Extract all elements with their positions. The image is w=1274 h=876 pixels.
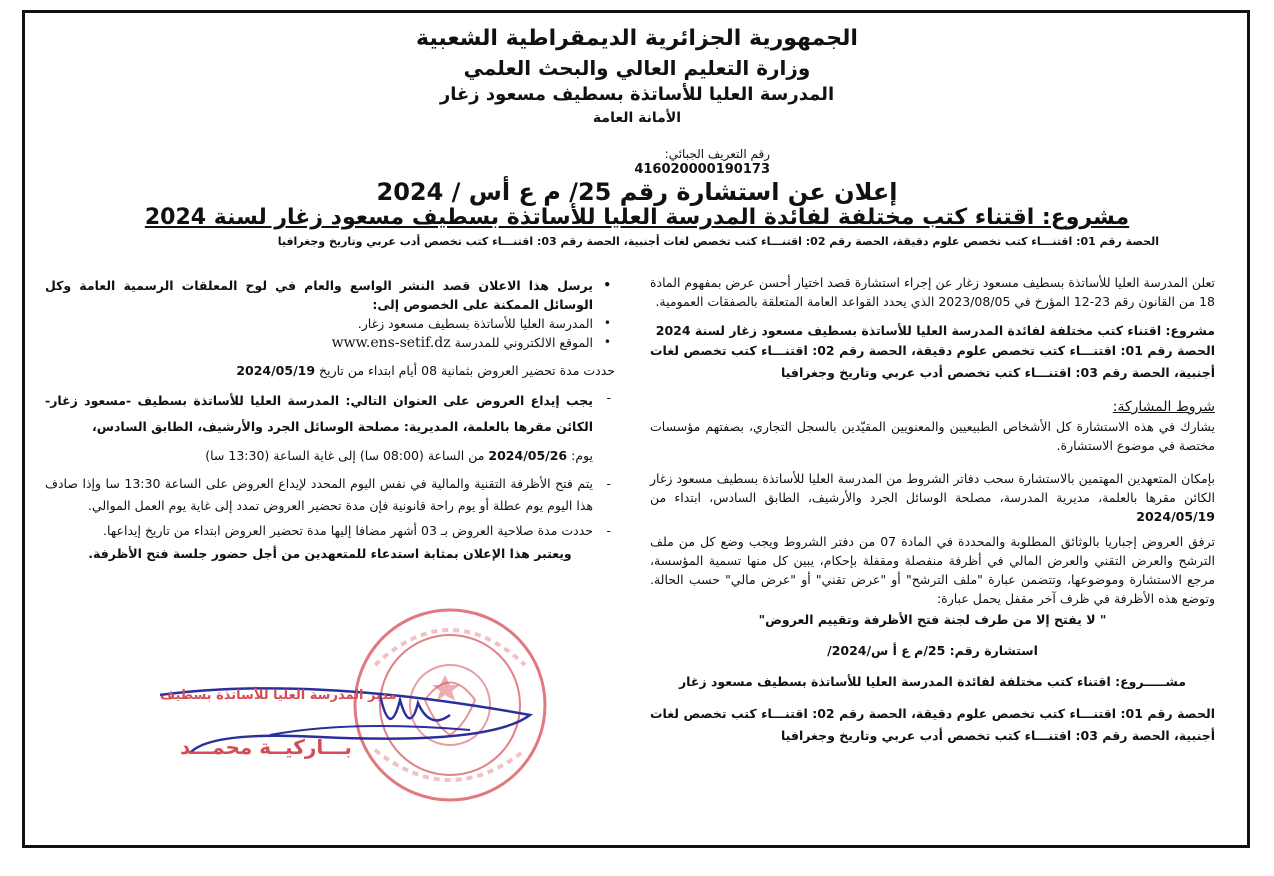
- lots-repeat: الحصة رقم 01: اقتنـــاء كتب تخصص علوم دقيقة، الحصة رقم 02: اقتنـــاء كتب تخصص لغات أجنبية، الحصة رقم 03: اقتنـــاء كتب تخصص أدب عربي وتاريخ وجغرافيا: [650, 706, 1215, 743]
- deposit-date-line: [45, 446, 593, 465]
- website-url: www.ens-setif.dz: [331, 335, 451, 351]
- tax-id: [470, 146, 770, 178]
- republic-title: الجمهورية الجزائرية الديمقراطية الشعبية: [416, 26, 858, 51]
- project-paragraph: مشروع: اقتناء كتب مختلفة لفائدة المدرسة العليا للأساتذة بسطيف مسعود زغار لسنة 2024: [655, 323, 1215, 338]
- signature-name: بـــاركيــة محمـــد: [180, 735, 352, 759]
- conditions-paragraph: يشارك في هذه الاستشارة كل الأشخاص الطبيعيين والمعنويين المقيّدين بالسجل التجاري، بصفتهم مؤسسات مختصة في موضوع الاستشارة.: [650, 419, 1215, 453]
- general-secretariat: الأمانة العامة: [592, 110, 682, 126]
- project-repeat: مشـــــروع: اقتناء كتب مختلفة لفائدة المدرسة العليا للأساتذة بسطيف مسعود زغار: [678, 674, 1186, 689]
- duration-text: حددت مدة تحضير العروض بثمانية 08 أيام ابتداء من تاريخ: [319, 363, 615, 378]
- signature-title: مدير المدرسة العليا للأساتذة بسطيف: [160, 688, 397, 703]
- right-column: [650, 273, 1215, 747]
- publish-target-school: • المدرسة العليا للأساتذة بسطيف مسعود زغار.: [45, 314, 593, 333]
- lots-line: الحصة رقم 01: اقتنـــاء كتب تخصص علوم دقيقة، الحصة رقم 02: اقتنـــاء كتب تخصص لغات أجنبية، الحصة رقم 03: اقتنـــاء كتب تخصص أدب عربي وتاريخ وجغرافيا: [277, 235, 1159, 248]
- deposit-item: [45, 388, 593, 465]
- offers-paragraph: ترفق العروض إجباريا بالوثائق المطلوبة والمحددة في المادة 07 من دفتر الشروط ويجب وضع كل من ملف الترشح والعرض التقني والعرض المالي في أظرفة منفصلة ومقفلة بإحكام، يبين كل منها تسمية المؤسسة، مرجع الاستشارة وموضوعها، وتتضمن عبارة "ملف الترشح" أو "عرض تقني" أو "عرض مالي" حسب الحالة. وتوضع هذه الأظرفة في ظرف آخر مقفل يحمل عبارة:: [650, 534, 1215, 606]
- deposit-text: يجب إيداع العروض على العنوان التالي: المدرسة العليا للأساتذة بسطيف -مسعود زغار- الكائن مقرها بالعلمة، المديرية: مصلحة الوسائل الجرد والأرشيف، الطابق السادس،: [45, 393, 593, 434]
- ministry-title: وزارة التعليم العالي والبحث العلمي: [463, 56, 811, 80]
- intro-paragraph: تعلن المدرسة العليا للأساتذة بسطيف مسعود زغار عن إجراء استشارة قصد اختيار أحسن عرض بمفهوم المادة 18 من القانون رقم 23-12 المؤرخ في 2023/08/05 الذي يحدد القواعد العامة المتعلقة بالصفقات العمومية.: [650, 275, 1215, 309]
- publish-text: • يرسل هذا الاعلان قصد النشر الواسع والعام في لوح المعلقات الرسمية العامة وكل الوسائل الممكنة على الخصوص إلى:: [45, 276, 593, 314]
- school-title: المدرسة العليا للأساتذة بسطيف مسعود زغار: [439, 84, 835, 105]
- deposit-date: 2024/05/26: [488, 448, 568, 463]
- withdraw-paragraph: [650, 469, 1215, 526]
- publish-target-website-label: الموقع الالكتروني للمدرسة: [454, 335, 593, 350]
- announcement-title: إعلان عن استشارة رقم 25/ م ع أس / 2024: [376, 178, 898, 206]
- document-header: [0, 24, 1274, 128]
- deposit-day-label: يوم:: [571, 448, 593, 463]
- left-column: [45, 276, 615, 563]
- envelope-quote: " لا يفتح إلا من طرف لجنة فتح الأظرفة وتقييم العروض": [758, 612, 1107, 627]
- tax-id-label: رقم التعريف الجبائي:: [664, 147, 770, 161]
- conditions-title: شروط المشاركة:: [1112, 399, 1215, 415]
- publish-target-website: [45, 333, 593, 353]
- deposit-list: [45, 388, 615, 540]
- tax-id-value: 416020000190173: [634, 162, 770, 177]
- publish-list: [45, 276, 615, 353]
- deposit-time: من الساعة (08:00 سا) إلى غاية الساعة (13:30 سا): [205, 448, 485, 463]
- project-title: مشروع: اقتناء كتب مختلفة لفائدة المدرسة العليا للأساتذة بسطيف مسعود زغار لسنة 2024: [144, 205, 1130, 230]
- withdraw-text: بإمكان المتعهدين المهتمين بالاستشارة سحب دفاتر الشروط من المدرسة العليا للأساتذة بسطيف مسعود زغار الكائن مقرها بالعلمة، مديرية المدرسة، مصلحة الوسائل الجرد والأرشيف، الطابق السادس، ابتداء من: [650, 471, 1215, 505]
- withdraw-date: 2024/05/19: [1136, 509, 1215, 524]
- invitation-paragraph: ويعتبر هذا الإعلان بمثابة استدعاء للمتعهدين من أجل حضور جلسة فتح الأظرفة.: [88, 546, 572, 561]
- validity-item: - حددت مدة صلاحية العروض بـ 03 أشهر مضافا إليها مدة تحضير العروض ابتداء من تاريخ إيداعها.: [45, 521, 593, 540]
- duration-paragraph: [45, 361, 615, 380]
- consultation-reference: استشارة رقم: 25/م ع أ س/2024/: [827, 643, 1038, 658]
- opening-item: - يتم فتح الأظرفة التقنية والمالية في نفس اليوم المحدد لإيداع العروض على الساعة 13:30 سا وإذا صادف هذا اليوم يوم عطلة أو يوم راحة قانونية فإن مدة تحضير العروض تمدد إلى غاية يوم العمل الموالي.: [45, 473, 593, 517]
- duration-date: 2024/05/19: [236, 363, 316, 378]
- lots-paragraph: الحصة رقم 01: اقتنـــاء كتب تخصص علوم دقيقة، الحصة رقم 02: اقتنـــاء كتب تخصص لغات أجنبية، الحصة رقم 03: اقتنـــاء كتب تخصص أدب عربي وتاريخ وجغرافيا: [650, 343, 1215, 380]
